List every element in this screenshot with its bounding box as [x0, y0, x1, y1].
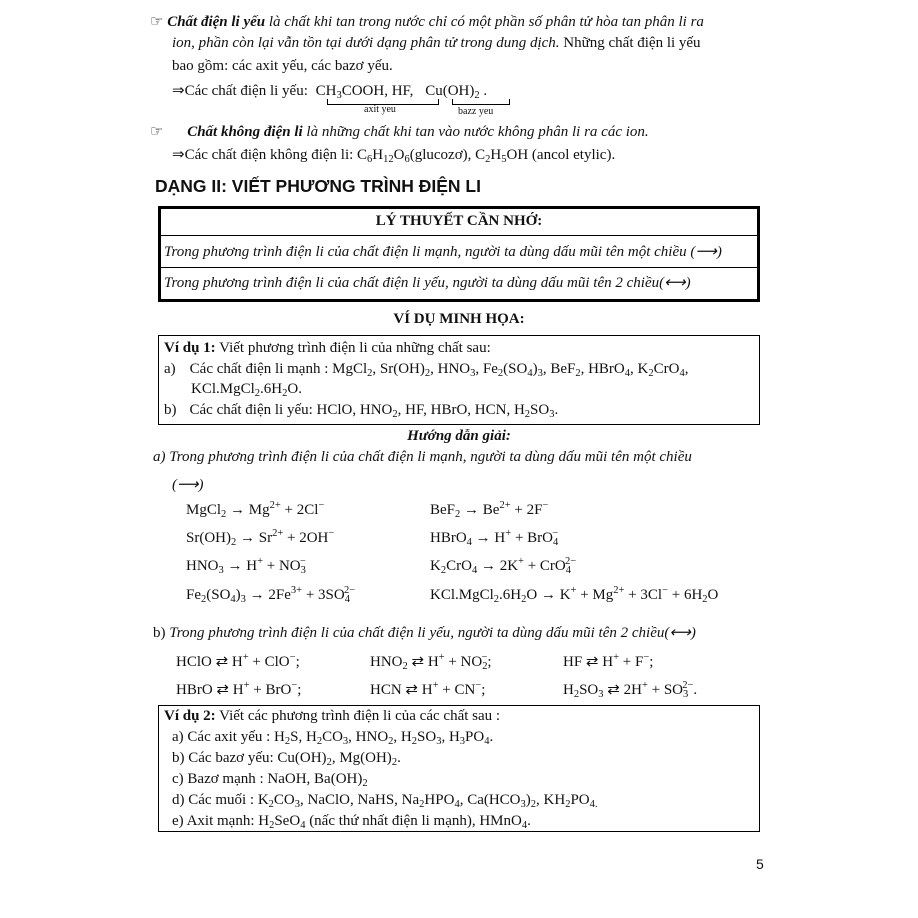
theory-line-2: Trong phương trình điện li của chất điện li yếu, người ta dùng dấu mũi tên 2 chiều(⟷)	[164, 275, 691, 291]
equation-sroh2: $Sr(OH)_2 \to Sr^{2+} + 2OH^-$	[186, 528, 335, 548]
solution-a-arrow: (⟶)	[172, 477, 204, 493]
example-1-prompt-text: Viết phương trình điện li của những chất sau:	[215, 340, 491, 356]
example-2-b-text: b) Các bazơ yếu:	[172, 750, 278, 766]
non-def-text: là những chất khi tan vào nước không phân li ra các ion.	[302, 124, 649, 140]
equation-h2so3: $H_2SO_3$ ⇄ $2H^+ + SO_3^{2-}$.	[563, 680, 698, 700]
acid-label: axit yeu	[364, 104, 396, 115]
equation-hclo: HClO ⇄ H+ + ClO−;	[176, 652, 300, 670]
theory-divider-2	[160, 267, 758, 268]
example-2-d: d) Các muối : $K_2CO_3$, NaClO, NaHS, $Na_2HPO_4$, $Ca(HCO_3)_2$, $KH_2PO_{4.}$	[172, 792, 598, 810]
example-2-b: b) Các bazơ yếu: $Cu(OH)_2$, $Mg(OH)_2$.	[172, 750, 401, 768]
solution-title: Hướng dẫn giải:	[407, 428, 511, 444]
weak-example-line: ⇒Các chất điện li yếu: $CH_3COOH$, HF, $Cu(OH)_2$ .	[172, 83, 488, 101]
equation-hno3: $HNO_3 \to H^+ + NO_3^-$	[186, 556, 306, 576]
solution-b-body: Trong phương trình điện li của chất điện li yếu, người ta dùng dấu mũi tên 2 chiều(⟷)	[169, 625, 696, 641]
weak-def-text: là chất khi tan trong nước chỉ có một phần số phân tử hòa tan phân li ra	[265, 14, 704, 30]
equation-hf: HF ⇄ H+ + F−;	[563, 652, 654, 670]
example-2-d-text: d) Các muối :	[172, 792, 258, 808]
example-1-b: b) Các chất điện li yếu: HClO, $HNO_2$, HF, HBrO, HCN, $H_2SO_3$.	[164, 402, 559, 420]
theory-line-1: Trong phương trình điện li của chất điện li mạnh, người ta dùng dấu mũi tên một chiều (⟶)	[164, 244, 722, 260]
non-example-line: ⇒Các chất điện không điện li: $C_6H_{12}O_6(glucozơ)$, $C_2H_5OH$ (ancol etylic).	[172, 147, 616, 165]
equation-bef2: $BeF_2 \to Be^{2+} + 2F^-$	[430, 500, 549, 520]
example-2-c: c) Bazơ mạnh : NaOH, $Ba(OH)_2$	[172, 771, 368, 789]
non-electrolyte-term: Chất không điện li	[187, 124, 303, 140]
equation-hno2: $HNO_2$ ⇄ $H^+ + NO_2^-$;	[370, 652, 492, 672]
weak-electrolyte-term: Chất điện li yếu	[167, 14, 266, 30]
example-1-b-label: b)	[164, 402, 177, 418]
weak-electrolyte-definition	[150, 12, 704, 31]
equation-k2cro4: $K_2CrO_4 \to 2K^+ + CrO_4^{2-}$	[430, 556, 577, 576]
page-number: 5	[756, 856, 764, 872]
example-2-e-text: e) Axit mạnh:	[172, 813, 259, 829]
example-2-prompt-text: Viết các phương trình điện li của các chất sau :	[215, 708, 501, 724]
section-title: DẠNG II: VIẾT PHƯƠNG TRÌNH ĐIỆN LI	[155, 176, 481, 196]
base-brace	[452, 99, 510, 105]
solution-a-text	[153, 449, 692, 466]
weak-def-line-2	[172, 35, 701, 52]
example-1-a-cont: $KCl.MgCl_2.6H_2O$.	[191, 381, 302, 399]
theory-title: LÝ THUYẾT CẦN NHỚ:	[375, 213, 543, 229]
solution-b-prefix: b)	[153, 625, 170, 641]
examples-title: VÍ DỤ MINH HỌA:	[393, 311, 525, 327]
glucose-name: (glucozơ),	[409, 147, 476, 163]
example-1-a: a) Các chất điện li mạnh : MgCl$_2$, $Sr(OH)_2$, $HNO_3$, $Fe_2(SO_4)_3$, BeF$_2$, HBrO$_4$, $K_2CrO_4$,	[164, 361, 689, 379]
pointing-hand-icon: ☞	[150, 14, 164, 30]
solution-a-body: a) Trong phương trình điện li của chất điện li mạnh, người ta dùng dấu mũi tên một chiều	[153, 449, 692, 465]
weak-def2-text: ion, phần còn lại vẫn tồn tại dưới dạng phân tử trong dung dịch.	[172, 35, 560, 51]
theory-divider-1	[160, 235, 758, 236]
pointing-hand-icon: ☞	[150, 124, 164, 140]
non-example-prefix: ⇒Các chất điện không điện li:	[172, 147, 358, 163]
example-2-e: e) Axit mạnh: $H_2SeO_4$ (nấc thứ nhất điện li mạnh), HMnO$_4$.	[172, 813, 531, 831]
solution-b-text	[153, 623, 696, 642]
ethanol-name: (ancol etylic).	[528, 147, 616, 163]
example-2-a: a) Các axit yếu : $H_2S$, $H_2CO_3$, $HNO_2$, $H_2SO_3$, $H_3PO_4$.	[172, 729, 494, 747]
equation-fe2so43: $Fe_2(SO_4)_3 \to 2Fe^{3+} + 3SO_4^{2-}$	[186, 585, 356, 605]
equation-kcl-mgcl2: $KCl.MgCl_2.6H_2O \to K^+ + Mg^{2+} + 3Cl^- + 6H_2O$	[430, 585, 719, 605]
equation-mgcl2: MgCl$_2$ → $Mg^{2+} + 2Cl^-$	[186, 500, 325, 520]
example-1-label: Ví dụ 1:	[164, 340, 216, 356]
equation-hbro: HBrO ⇄ H+ + BrO−;	[176, 680, 302, 698]
example-2-c-text: c) Bazơ mạnh : NaOH, Ba(OH)	[172, 771, 363, 787]
equation-hcn: HCN ⇄ H+ + CN−;	[370, 680, 486, 698]
example-1-a-label: a)	[164, 361, 176, 377]
example-2-e-note: (nấc thứ nhất điện li mạnh), HMnO	[305, 813, 522, 829]
example-1-b-text: Các chất điện li yếu:	[189, 402, 317, 418]
example-2-a-text: a) Các axit yếu :	[172, 729, 275, 745]
equation-hbro4: HBrO$_4$ → H+ + BrO$_4$−	[430, 528, 559, 548]
example-1-a-text: Các chất điện li mạnh :	[189, 361, 333, 377]
example-2-label: Ví dụ 2:	[164, 708, 216, 724]
example-2-prompt	[164, 708, 500, 725]
non-electrolyte-definition	[150, 122, 649, 141]
example-1-prompt	[164, 340, 491, 357]
weak-def-line-3: bao gồm: các axit yếu, các bazơ yếu.	[172, 58, 393, 74]
weak-def2b-text: Những chất điện li yếu	[559, 35, 701, 51]
base-label: bazz yeu	[458, 106, 494, 117]
weak-example-prefix: ⇒Các chất điện li yếu:	[172, 83, 308, 99]
